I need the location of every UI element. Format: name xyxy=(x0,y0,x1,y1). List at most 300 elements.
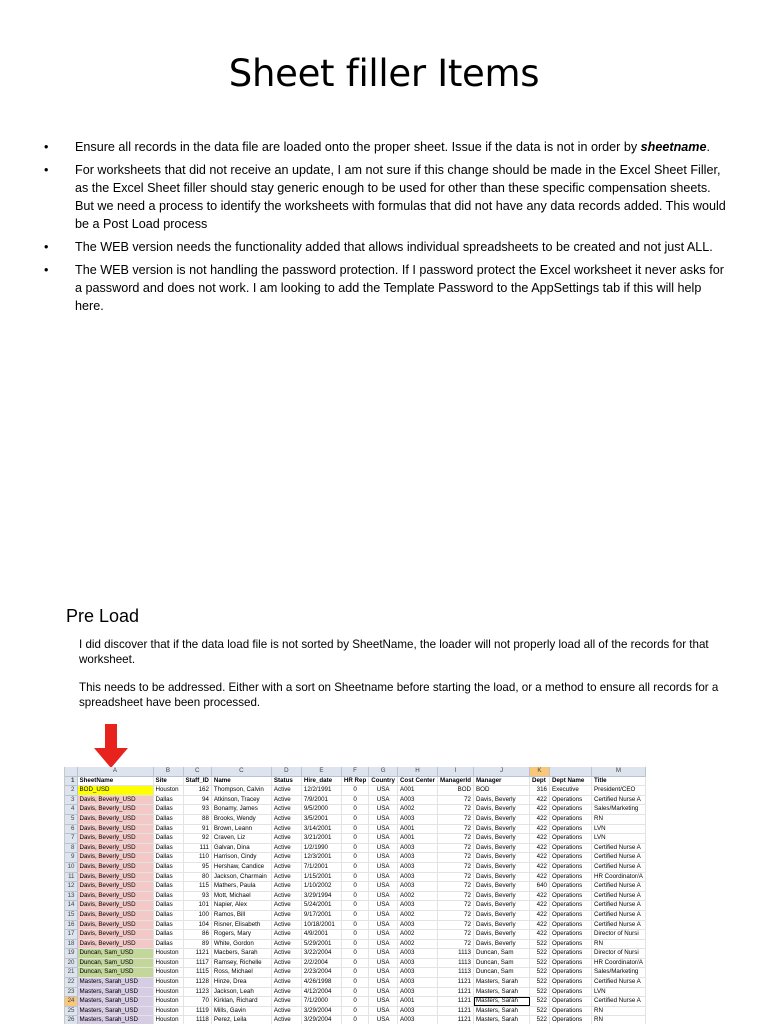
table-cell[interactable]: Operations xyxy=(550,978,592,988)
table-cell[interactable]: Dallas xyxy=(153,795,183,805)
table-cell[interactable]: Operations xyxy=(550,824,592,834)
row-number[interactable]: 17 xyxy=(65,930,77,940)
table-cell[interactable]: 110 xyxy=(183,853,211,863)
table-cell[interactable]: Jackson, Charmain xyxy=(211,872,271,882)
table-cell[interactable]: Davis, Beverly xyxy=(474,824,530,834)
table-cell[interactable]: Hinze, Drea xyxy=(211,978,271,988)
table-cell[interactable]: HR Coordinator/A xyxy=(592,958,646,968)
table-cell[interactable]: Davis, Beverly_USD xyxy=(77,834,153,844)
table-cell[interactable]: A003 xyxy=(397,1006,437,1016)
table-cell[interactable]: Dallas xyxy=(153,872,183,882)
table-cell[interactable]: Masters, Sarah_USD xyxy=(77,978,153,988)
table-cell[interactable]: 72 xyxy=(438,862,474,872)
table-cell[interactable]: 1121 xyxy=(438,1016,474,1024)
table-cell[interactable]: 72 xyxy=(438,834,474,844)
table-cell[interactable]: Active xyxy=(271,978,301,988)
table-cell[interactable]: Certified Nurse A xyxy=(592,997,646,1007)
column-letter[interactable]: K xyxy=(530,767,550,776)
table-cell[interactable]: Certified Nurse A xyxy=(592,882,646,892)
table-cell[interactable]: 1123 xyxy=(183,987,211,997)
table-cell[interactable]: A003 xyxy=(397,968,437,978)
row-number[interactable]: 3 xyxy=(65,795,77,805)
table-cell[interactable]: Active xyxy=(271,939,301,949)
sheet-corner[interactable] xyxy=(65,767,77,776)
table-cell[interactable]: A003 xyxy=(397,814,437,824)
table-cell[interactable]: A002 xyxy=(397,930,437,940)
column-header[interactable]: Country xyxy=(369,776,398,786)
table-cell[interactable]: 0 xyxy=(341,910,368,920)
row-number[interactable]: 4 xyxy=(65,805,77,815)
table-cell[interactable]: Active xyxy=(271,1016,301,1024)
table-cell[interactable]: BOD xyxy=(438,786,474,796)
table-cell[interactable]: 0 xyxy=(341,872,368,882)
column-header[interactable]: Cost Center xyxy=(397,776,437,786)
table-cell[interactable]: 72 xyxy=(438,795,474,805)
table-cell[interactable]: Houston xyxy=(153,949,183,959)
row-number[interactable]: 7 xyxy=(65,834,77,844)
table-cell[interactable]: USA xyxy=(369,1016,398,1024)
table-cell[interactable]: 3/5/2001 xyxy=(301,814,341,824)
table-cell[interactable]: Davis, Beverly xyxy=(474,882,530,892)
table-cell[interactable]: 0 xyxy=(341,939,368,949)
table-cell[interactable]: A002 xyxy=(397,910,437,920)
table-cell[interactable]: Director of Nursi xyxy=(592,930,646,940)
table-cell[interactable]: A001 xyxy=(397,824,437,834)
table-cell[interactable]: Masters, Sarah xyxy=(474,987,530,997)
row-number[interactable]: 24 xyxy=(65,997,77,1007)
row-number[interactable]: 1 xyxy=(65,776,77,786)
table-cell[interactable]: 1113 xyxy=(438,968,474,978)
table-cell[interactable]: 422 xyxy=(530,853,550,863)
table-cell[interactable]: Active xyxy=(271,834,301,844)
table-cell[interactable]: BOD_USD xyxy=(77,786,153,796)
table-cell[interactable]: Davis, Beverly xyxy=(474,853,530,863)
table-cell[interactable]: Davis, Beverly_USD xyxy=(77,805,153,815)
table-cell[interactable]: Active xyxy=(271,843,301,853)
row-number[interactable]: 10 xyxy=(65,862,77,872)
table-cell[interactable]: Certified Nurse A xyxy=(592,795,646,805)
table-cell[interactable]: Davis, Beverly_USD xyxy=(77,853,153,863)
table-cell[interactable]: 100 xyxy=(183,910,211,920)
table-cell[interactable]: 1119 xyxy=(183,1006,211,1016)
table-cell[interactable]: Active xyxy=(271,949,301,959)
table-cell[interactable]: 9/5/2000 xyxy=(301,805,341,815)
column-letter[interactable]: G xyxy=(369,767,398,776)
table-cell[interactable]: 10/18/2001 xyxy=(301,920,341,930)
table-cell[interactable]: LVN xyxy=(592,987,646,997)
table-cell[interactable]: Kirklan, Richard xyxy=(211,997,271,1007)
table-cell[interactable]: Masters, Sarah xyxy=(474,978,530,988)
table-cell[interactable]: 72 xyxy=(438,939,474,949)
table-cell[interactable]: Active xyxy=(271,987,301,997)
table-cell[interactable]: Mott, Michael xyxy=(211,891,271,901)
table-cell[interactable]: 422 xyxy=(530,795,550,805)
table-cell[interactable]: 0 xyxy=(341,795,368,805)
table-cell[interactable]: USA xyxy=(369,949,398,959)
column-header[interactable]: Manager xyxy=(474,776,530,786)
table-cell[interactable]: Davis, Beverly xyxy=(474,910,530,920)
table-cell[interactable]: Davis, Beverly_USD xyxy=(77,930,153,940)
table-cell[interactable]: 522 xyxy=(530,968,550,978)
table-cell[interactable]: Harrison, Cindy xyxy=(211,853,271,863)
table-cell[interactable]: 1117 xyxy=(183,958,211,968)
table-cell[interactable]: A003 xyxy=(397,795,437,805)
table-cell[interactable]: 422 xyxy=(530,834,550,844)
table-cell[interactable]: Jackson, Leah xyxy=(211,987,271,997)
table-cell[interactable]: USA xyxy=(369,978,398,988)
table-cell[interactable]: Masters, Sarah_USD xyxy=(77,1016,153,1024)
table-cell[interactable]: 0 xyxy=(341,987,368,997)
table-cell[interactable]: 3/14/2001 xyxy=(301,824,341,834)
table-cell[interactable]: 522 xyxy=(530,1016,550,1024)
table-cell[interactable]: Sales/Marketing xyxy=(592,805,646,815)
table-cell[interactable]: USA xyxy=(369,910,398,920)
table-cell[interactable]: Davis, Beverly xyxy=(474,834,530,844)
table-cell[interactable]: A003 xyxy=(397,1016,437,1024)
table-cell[interactable]: 104 xyxy=(183,920,211,930)
table-cell[interactable]: Ross, Michael xyxy=(211,968,271,978)
table-cell[interactable]: Houston xyxy=(153,958,183,968)
table-cell[interactable]: 4/12/2004 xyxy=(301,987,341,997)
table-cell[interactable]: USA xyxy=(369,997,398,1007)
table-cell[interactable]: RN xyxy=(592,939,646,949)
table-cell[interactable]: 88 xyxy=(183,814,211,824)
table-cell[interactable]: Davis, Beverly xyxy=(474,872,530,882)
table-cell[interactable]: Sales/Marketing xyxy=(592,968,646,978)
table-cell[interactable]: 0 xyxy=(341,1016,368,1024)
table-cell[interactable]: USA xyxy=(369,862,398,872)
row-number[interactable]: 19 xyxy=(65,949,77,959)
row-number[interactable]: 16 xyxy=(65,920,77,930)
table-cell[interactable]: A003 xyxy=(397,978,437,988)
table-cell[interactable]: 1113 xyxy=(438,958,474,968)
table-cell[interactable]: Operations xyxy=(550,968,592,978)
table-cell[interactable]: Houston xyxy=(153,1016,183,1024)
table-cell[interactable]: Dallas xyxy=(153,920,183,930)
table-cell[interactable]: Active xyxy=(271,795,301,805)
column-header[interactable]: SheetName xyxy=(77,776,153,786)
column-letter[interactable]: B xyxy=(153,767,183,776)
table-cell[interactable]: 1/15/2001 xyxy=(301,872,341,882)
table-cell[interactable]: A003 xyxy=(397,872,437,882)
table-cell[interactable]: 111 xyxy=(183,843,211,853)
table-cell[interactable]: Operations xyxy=(550,853,592,863)
table-cell[interactable]: President/CEO xyxy=(592,786,646,796)
table-cell[interactable]: Active xyxy=(271,872,301,882)
table-cell[interactable]: USA xyxy=(369,939,398,949)
table-cell[interactable]: 0 xyxy=(341,901,368,911)
row-number[interactable]: 25 xyxy=(65,1006,77,1016)
table-cell[interactable]: 1121 xyxy=(183,949,211,959)
table-cell[interactable]: 0 xyxy=(341,978,368,988)
table-cell[interactable]: Certified Nurse A xyxy=(592,910,646,920)
table-cell[interactable]: 422 xyxy=(530,920,550,930)
table-cell[interactable]: Bonamy, James xyxy=(211,805,271,815)
table-cell[interactable]: 0 xyxy=(341,824,368,834)
table-cell[interactable]: Davis, Beverly_USD xyxy=(77,872,153,882)
column-header[interactable]: Staff_ID xyxy=(183,776,211,786)
table-cell[interactable]: Duncan, Sam xyxy=(474,958,530,968)
table-cell[interactable]: Operations xyxy=(550,862,592,872)
table-cell[interactable]: 3/21/2001 xyxy=(301,834,341,844)
table-cell[interactable]: Masters, Sarah xyxy=(474,1006,530,1016)
table-cell[interactable]: 422 xyxy=(530,872,550,882)
table-cell[interactable]: A003 xyxy=(397,853,437,863)
table-cell[interactable]: 422 xyxy=(530,901,550,911)
table-cell[interactable]: Davis, Beverly xyxy=(474,805,530,815)
table-cell[interactable]: 4/26/1998 xyxy=(301,978,341,988)
table-cell[interactable]: 422 xyxy=(530,930,550,940)
column-letter[interactable]: H xyxy=(397,767,437,776)
table-cell[interactable]: Mills, Gavin xyxy=(211,1006,271,1016)
table-cell[interactable]: 4/9/2001 xyxy=(301,930,341,940)
table-cell[interactable]: 422 xyxy=(530,805,550,815)
table-cell[interactable]: Brooks, Wendy xyxy=(211,814,271,824)
table-cell[interactable]: Operations xyxy=(550,920,592,930)
column-header[interactable]: Status xyxy=(271,776,301,786)
table-cell[interactable]: Davis, Beverly xyxy=(474,939,530,949)
table-cell[interactable]: Dallas xyxy=(153,805,183,815)
table-cell[interactable]: USA xyxy=(369,872,398,882)
table-cell[interactable]: A003 xyxy=(397,920,437,930)
table-cell[interactable]: Davis, Beverly xyxy=(474,795,530,805)
table-cell[interactable]: 1/10/2002 xyxy=(301,882,341,892)
table-cell[interactable]: Houston xyxy=(153,987,183,997)
table-cell[interactable]: 2/2/2004 xyxy=(301,958,341,968)
table-cell[interactable]: Operations xyxy=(550,843,592,853)
table-cell[interactable]: USA xyxy=(369,987,398,997)
table-cell[interactable]: USA xyxy=(369,920,398,930)
table-cell[interactable]: 72 xyxy=(438,901,474,911)
table-cell[interactable]: 12/2/1991 xyxy=(301,786,341,796)
table-cell[interactable]: 94 xyxy=(183,795,211,805)
table-cell[interactable]: 0 xyxy=(341,843,368,853)
table-cell[interactable]: A003 xyxy=(397,949,437,959)
row-number[interactable]: 6 xyxy=(65,824,77,834)
table-cell[interactable]: Certified Nurse A xyxy=(592,901,646,911)
table-cell[interactable]: 422 xyxy=(530,862,550,872)
table-cell[interactable]: USA xyxy=(369,824,398,834)
table-cell[interactable]: A003 xyxy=(397,862,437,872)
table-cell[interactable]: Operations xyxy=(550,814,592,824)
table-cell[interactable]: Masters, Sarah xyxy=(474,997,530,1007)
table-cell[interactable]: 0 xyxy=(341,853,368,863)
table-cell[interactable]: 0 xyxy=(341,968,368,978)
table-cell[interactable]: Active xyxy=(271,814,301,824)
table-cell[interactable]: 422 xyxy=(530,891,550,901)
table-cell[interactable]: A002 xyxy=(397,805,437,815)
table-cell[interactable]: 422 xyxy=(530,814,550,824)
table-cell[interactable]: Active xyxy=(271,786,301,796)
table-cell[interactable]: A003 xyxy=(397,987,437,997)
row-number[interactable]: 13 xyxy=(65,891,77,901)
table-cell[interactable]: Active xyxy=(271,891,301,901)
table-cell[interactable]: 93 xyxy=(183,891,211,901)
table-cell[interactable]: 1115 xyxy=(183,968,211,978)
table-cell[interactable]: Dallas xyxy=(153,862,183,872)
table-cell[interactable]: Duncan, Sam_USD xyxy=(77,958,153,968)
table-cell[interactable]: Hershaw, Candice xyxy=(211,862,271,872)
table-cell[interactable]: BOD xyxy=(474,786,530,796)
table-cell[interactable]: 72 xyxy=(438,920,474,930)
column-letter[interactable]: F xyxy=(341,767,368,776)
table-cell[interactable]: Dallas xyxy=(153,824,183,834)
table-cell[interactable]: Davis, Beverly_USD xyxy=(77,843,153,853)
table-cell[interactable]: 0 xyxy=(341,862,368,872)
table-cell[interactable]: Active xyxy=(271,853,301,863)
table-cell[interactable]: 72 xyxy=(438,930,474,940)
column-letter[interactable]: I xyxy=(438,767,474,776)
table-cell[interactable]: Napier, Alex xyxy=(211,901,271,911)
table-cell[interactable]: 12/3/2001 xyxy=(301,853,341,863)
table-cell[interactable]: USA xyxy=(369,843,398,853)
table-cell[interactable]: Active xyxy=(271,824,301,834)
table-cell[interactable]: Davis, Beverly xyxy=(474,901,530,911)
table-cell[interactable]: 522 xyxy=(530,978,550,988)
table-cell[interactable]: 0 xyxy=(341,920,368,930)
table-cell[interactable]: 422 xyxy=(530,824,550,834)
table-cell[interactable]: Davis, Beverly_USD xyxy=(77,814,153,824)
table-cell[interactable]: A001 xyxy=(397,834,437,844)
table-cell[interactable]: 0 xyxy=(341,1006,368,1016)
table-cell[interactable]: Davis, Beverly xyxy=(474,862,530,872)
table-cell[interactable]: Operations xyxy=(550,834,592,844)
table-cell[interactable]: Davis, Beverly_USD xyxy=(77,901,153,911)
table-cell[interactable]: Dallas xyxy=(153,930,183,940)
table-cell[interactable]: USA xyxy=(369,882,398,892)
column-letter[interactable]: C xyxy=(211,767,271,776)
table-cell[interactable]: 0 xyxy=(341,958,368,968)
table-cell[interactable]: 522 xyxy=(530,939,550,949)
table-cell[interactable]: Operations xyxy=(550,939,592,949)
table-cell[interactable]: Executive xyxy=(550,786,592,796)
column-header[interactable]: Dept xyxy=(530,776,550,786)
table-cell[interactable]: HR Coordinator/A xyxy=(592,872,646,882)
table-cell[interactable]: 72 xyxy=(438,805,474,815)
column-letter[interactable]: E xyxy=(301,767,341,776)
table-cell[interactable]: 1128 xyxy=(183,978,211,988)
table-cell[interactable]: Active xyxy=(271,910,301,920)
table-cell[interactable]: Operations xyxy=(550,872,592,882)
table-cell[interactable]: Davis, Beverly_USD xyxy=(77,939,153,949)
table-cell[interactable]: Dallas xyxy=(153,834,183,844)
table-cell[interactable]: 3/29/1994 xyxy=(301,891,341,901)
row-number[interactable]: 9 xyxy=(65,853,77,863)
table-cell[interactable]: 72 xyxy=(438,910,474,920)
table-cell[interactable]: 522 xyxy=(530,997,550,1007)
table-cell[interactable]: Operations xyxy=(550,795,592,805)
table-cell[interactable]: 3/29/2004 xyxy=(301,1006,341,1016)
column-header[interactable]: HR Rep xyxy=(341,776,368,786)
table-cell[interactable]: Davis, Beverly xyxy=(474,843,530,853)
table-cell[interactable]: Rogers, Mary xyxy=(211,930,271,940)
table-cell[interactable]: Masters, Sarah_USD xyxy=(77,987,153,997)
table-cell[interactable]: White, Gordon xyxy=(211,939,271,949)
table-cell[interactable]: 2/23/2004 xyxy=(301,968,341,978)
table-cell[interactable]: 70 xyxy=(183,997,211,1007)
table-cell[interactable]: 115 xyxy=(183,882,211,892)
table-cell[interactable]: 1121 xyxy=(438,978,474,988)
table-cell[interactable]: Davis, Beverly xyxy=(474,814,530,824)
table-cell[interactable]: 0 xyxy=(341,805,368,815)
table-cell[interactable]: A002 xyxy=(397,939,437,949)
table-cell[interactable]: USA xyxy=(369,958,398,968)
table-cell[interactable]: 72 xyxy=(438,882,474,892)
table-cell[interactable]: Operations xyxy=(550,958,592,968)
table-cell[interactable]: Certified Nurse A xyxy=(592,853,646,863)
table-cell[interactable]: 9/17/2001 xyxy=(301,910,341,920)
table-cell[interactable]: Dallas xyxy=(153,901,183,911)
table-cell[interactable]: USA xyxy=(369,805,398,815)
table-cell[interactable]: A001 xyxy=(397,997,437,1007)
table-cell[interactable]: 72 xyxy=(438,891,474,901)
table-cell[interactable]: 522 xyxy=(530,987,550,997)
table-cell[interactable]: Duncan, Sam_USD xyxy=(77,949,153,959)
table-cell[interactable]: USA xyxy=(369,1006,398,1016)
table-cell[interactable]: 0 xyxy=(341,882,368,892)
table-cell[interactable]: 7/1/2001 xyxy=(301,862,341,872)
table-cell[interactable]: USA xyxy=(369,901,398,911)
table-cell[interactable]: LVN xyxy=(592,824,646,834)
table-cell[interactable]: A003 xyxy=(397,843,437,853)
column-letter[interactable]: D xyxy=(271,767,301,776)
table-cell[interactable]: Certified Nurse A xyxy=(592,843,646,853)
table-cell[interactable]: 7/9/2001 xyxy=(301,795,341,805)
table-cell[interactable]: Davis, Beverly_USD xyxy=(77,910,153,920)
table-cell[interactable]: 86 xyxy=(183,930,211,940)
column-letter[interactable] xyxy=(550,767,592,776)
row-number[interactable]: 20 xyxy=(65,958,77,968)
table-cell[interactable]: 522 xyxy=(530,949,550,959)
table-cell[interactable]: Davis, Beverly_USD xyxy=(77,862,153,872)
table-cell[interactable]: Davis, Beverly xyxy=(474,920,530,930)
table-cell[interactable]: 101 xyxy=(183,901,211,911)
table-cell[interactable]: 93 xyxy=(183,805,211,815)
table-cell[interactable]: Davis, Beverly xyxy=(474,891,530,901)
table-cell[interactable]: 0 xyxy=(341,949,368,959)
table-cell[interactable]: Operations xyxy=(550,987,592,997)
table-cell[interactable]: 72 xyxy=(438,814,474,824)
table-cell[interactable]: Active xyxy=(271,1006,301,1016)
table-cell[interactable]: 72 xyxy=(438,843,474,853)
table-cell[interactable]: 72 xyxy=(438,824,474,834)
table-cell[interactable]: 0 xyxy=(341,997,368,1007)
table-cell[interactable]: Perez, Leila xyxy=(211,1016,271,1024)
table-cell[interactable]: 0 xyxy=(341,786,368,796)
table-cell[interactable]: Thompson, Calvin xyxy=(211,786,271,796)
table-cell[interactable]: Risner, Elisabeth xyxy=(211,920,271,930)
table-cell[interactable]: Atkinson, Tracey xyxy=(211,795,271,805)
row-number[interactable]: 8 xyxy=(65,843,77,853)
table-cell[interactable]: Masters, Sarah xyxy=(474,1016,530,1024)
table-cell[interactable]: Active xyxy=(271,930,301,940)
table-cell[interactable]: Dallas xyxy=(153,939,183,949)
table-cell[interactable]: RN xyxy=(592,1006,646,1016)
table-cell[interactable]: USA xyxy=(369,930,398,940)
row-number[interactable]: 11 xyxy=(65,872,77,882)
table-cell[interactable]: Duncan, Sam_USD xyxy=(77,968,153,978)
table-cell[interactable]: Active xyxy=(271,920,301,930)
table-cell[interactable]: Operations xyxy=(550,1016,592,1024)
table-cell[interactable]: Davis, Beverly_USD xyxy=(77,824,153,834)
column-letter[interactable]: M xyxy=(592,767,646,776)
column-header[interactable]: Name xyxy=(211,776,271,786)
table-cell[interactable]: 1/2/1990 xyxy=(301,843,341,853)
table-cell[interactable]: A002 xyxy=(397,891,437,901)
table-cell[interactable]: Dallas xyxy=(153,814,183,824)
table-cell[interactable]: Davis, Beverly_USD xyxy=(77,882,153,892)
table-cell[interactable]: RN xyxy=(592,1016,646,1024)
